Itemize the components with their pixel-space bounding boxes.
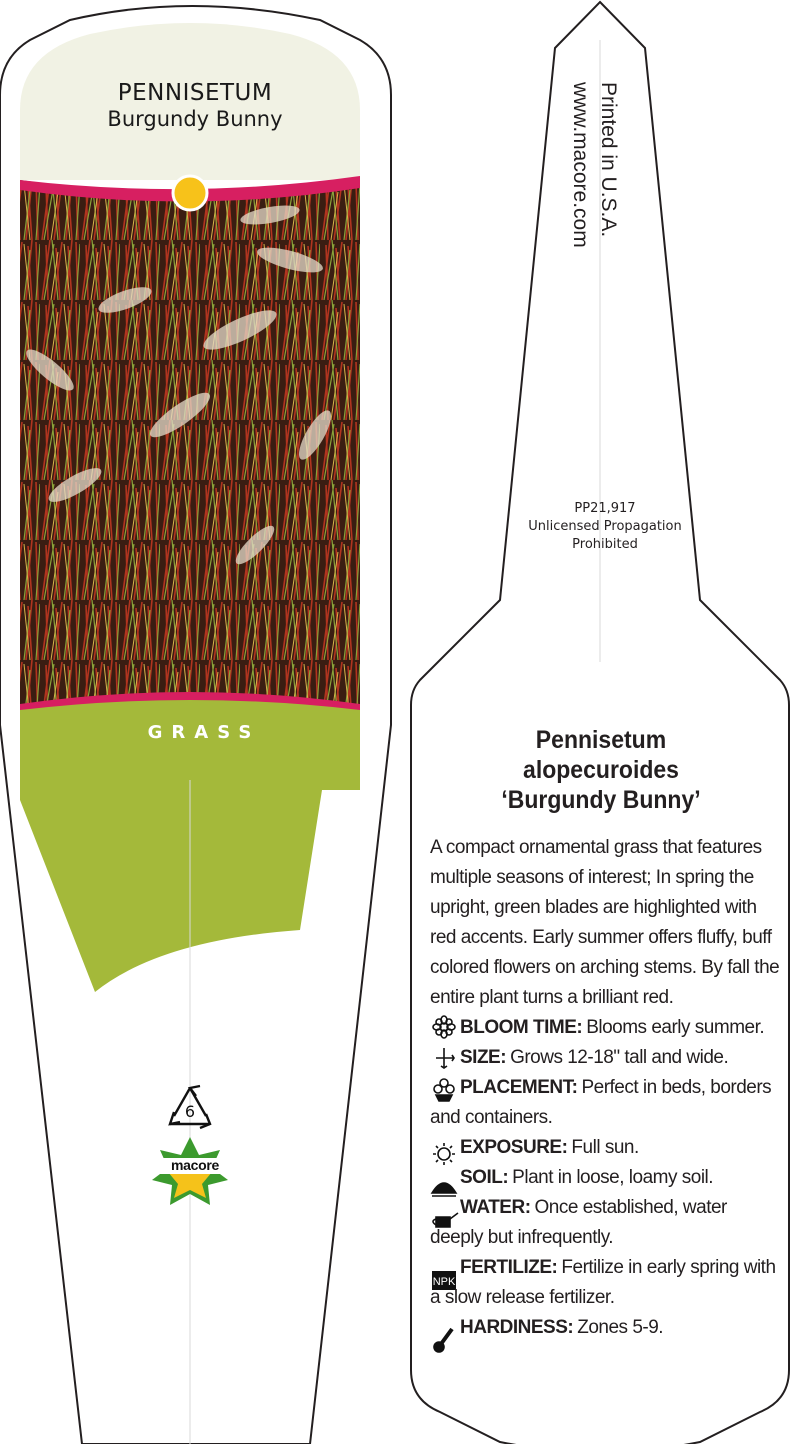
attribute-size: SIZE: Grows 12-18" tall and wide.	[430, 1043, 780, 1073]
placement-icon	[430, 1075, 456, 1097]
front-genus: PENNISETUM	[117, 80, 273, 106]
front-title	[20, 80, 370, 132]
attribute-placement: PLACEMENT: Perfect in beds, borders and containers.	[430, 1077, 772, 1128]
npk-icon-text: NPK	[432, 1276, 456, 1288]
botanical-genus: Pennisetum	[535, 726, 667, 754]
patent-line-2: Prohibited	[572, 537, 638, 552]
attribute-hardiness: HARDINESS: Zones 5-9.	[430, 1313, 780, 1343]
plant-description: A compact ornamental grass that features multiple seasons of interest; In spring the upright, green blades are highlighted with red accents. Early summer offers fluffy, buff colored flowers on arching stems. By fall the entire plant turns a brilliant red.	[430, 837, 780, 1008]
brand-name: macore	[170, 1157, 219, 1173]
attribute-fertilize: FERTILIZE: Fertilize in early spring with a slow release fertilizer.	[430, 1257, 776, 1308]
npk-icon	[430, 1255, 456, 1277]
patent-number: PP21,917	[574, 501, 636, 516]
category-label: GRASS	[147, 722, 261, 743]
attribute-exposure: EXPOSURE: Full sun.	[430, 1133, 780, 1163]
patent-line-1: Unlicensed Propagation	[528, 519, 682, 534]
watering-can-icon	[430, 1195, 456, 1217]
website-url: www.macore.com	[569, 82, 592, 248]
sun-icon	[430, 1135, 456, 1157]
attribute-bloom-time: BLOOM TIME: Blooms early summer.	[430, 1013, 780, 1043]
size-icon	[430, 1045, 456, 1067]
patent-block	[470, 500, 740, 554]
soil-icon	[430, 1165, 456, 1187]
front-cultivar: Burgundy Bunny	[107, 107, 283, 131]
attribute-soil: SOIL: Plant in loose, loamy soil.	[430, 1163, 780, 1193]
printed-in: Printed in U.S.A.	[597, 82, 620, 238]
botanical-cultivar: ‘Burgundy Bunny’	[501, 786, 701, 814]
attribute-list	[430, 1013, 780, 1343]
attribute-water: WATER: Once established, water deeply but infrequently.	[430, 1197, 727, 1248]
botanical-name	[433, 725, 770, 815]
grass-photo	[20, 170, 360, 720]
yellow-dot	[173, 176, 207, 210]
flower-icon	[430, 1015, 456, 1037]
botanical-species: alopecuroides	[523, 756, 679, 784]
thermometer-icon	[430, 1315, 456, 1337]
plant-description-area	[430, 833, 780, 1343]
recycle-code: 6	[184, 1102, 196, 1121]
